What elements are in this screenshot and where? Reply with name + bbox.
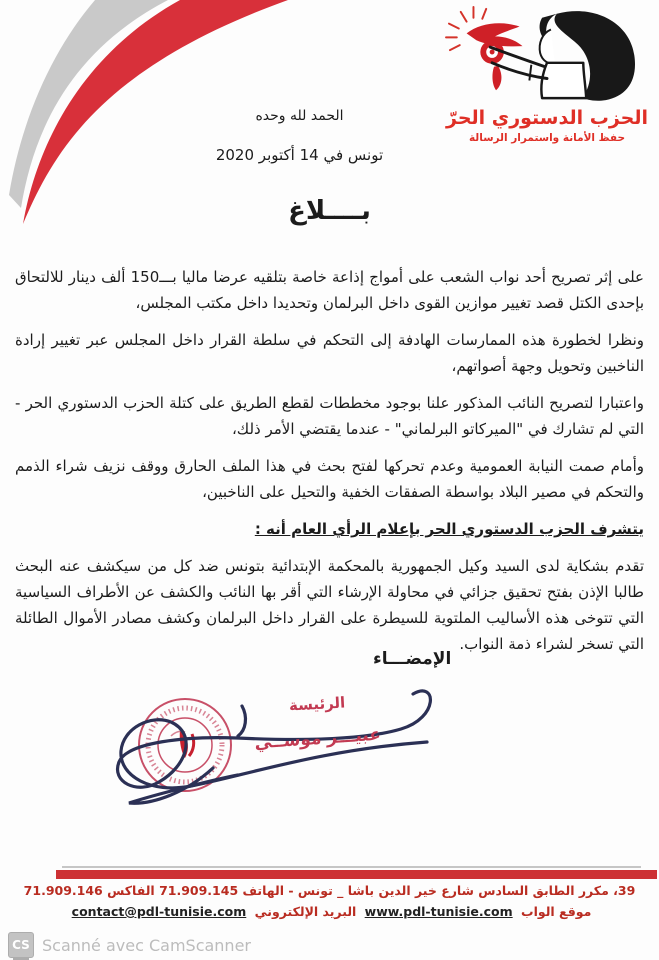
- website-url: www.pdl-tunisie.com: [364, 904, 513, 919]
- footer-address: 39، مكرر الطابق السادس شارع خير الدين باشا _ تونس - الهاتف 71.909.145 الفاكس 71.909.146: [23, 883, 636, 898]
- footer-divider-gray: [62, 866, 641, 868]
- footer-divider-red: [56, 870, 657, 879]
- camscanner-label: Scanné avec CamScanner: [42, 935, 251, 955]
- basmala-line: الحمد لله وحده: [255, 108, 344, 124]
- announcement-paragraph: تقدم بشكاية لدى السيد وكيل الجمهورية بالمحكمة الإبتدائية بتونس ضد كل من سيكشف عنه البحث طالبا الإذن بفتح تحقيق جزائي في محاولة الإرشاء التي أقر بها النائب والكشف عن الأطراف السياسية التي تتوخى هذه الأساليب الملتوية للسيطرة على القرار داخل البرلمان وكشف مصادر الأموال الطائلة التي تسخر لشراء ذمة النواب.: [15, 557, 644, 653]
- paragraph-1: على إثر تصريح أحد نواب الشعب على أمواج إذاعة خاصة بتلقيه عرضا ماليا بـــ150 ألف دينار للالتحاق بإحدى الكتل قصد تغيير موازين القوى داخل البرلمان وتحديدا داخل مكتب المجلس،: [15, 268, 644, 312]
- party-name: الحزب الدستوري الحرّ: [446, 107, 648, 129]
- communique-body: [15, 264, 644, 668]
- paragraph-2: ونظرا لخطورة هذه الممارسات الهادفة إلى التحكم في سلطة القرار داخل المجلس عبر تغيير إرادة الناخبين وتحويل وجهة أصواتهم،: [15, 331, 644, 375]
- stamp-title-text: الرئيسة: [288, 693, 346, 715]
- footer-contacts: [0, 904, 659, 919]
- signature-label: الإمضـــاء: [373, 649, 452, 669]
- signature-and-stamp-graphic: [95, 672, 455, 837]
- camscanner-watermark: [8, 932, 251, 958]
- party-tagline: حفظ الأمانة واستمرار الرسالة: [468, 131, 626, 144]
- paragraph-3: واعتبارا لتصريح النائب المذكور علنا بوجود مخططات لقطع الطريق على كتلة الحزب الدستوري الحر - التي لم تشارك في "الميركاتو البرلماني" - عندما يقتضي الأمر ذلك،: [15, 394, 644, 438]
- announcement-heading: يتشرف الحزب الدستوري الحر بإعلام الرأي العام أنه :: [254, 520, 644, 538]
- camscanner-icon: CS: [8, 932, 34, 958]
- document-title: بــــلاغ: [288, 196, 371, 226]
- party-logo-illustration: [439, 4, 655, 104]
- paragraph-4: وأمام صمت النيابة العمومية وعدم تحركها لفتح بحث في هذا الملف الحارق ووقف نزيف شراء الذمم والتحكم في مصير البلاد بواسطة الصفقات الخفية والتحيل على الناخبين،: [15, 457, 644, 501]
- date-line: تونس في 14 أكتوبر 2020: [215, 146, 384, 164]
- email-address: contact@pdl-tunisie.com: [71, 904, 247, 919]
- website-label: موقع الواب: [521, 904, 592, 919]
- stamp-name-text: عبيـــر موســي: [254, 724, 382, 754]
- email-label: البريد الإلكتروني: [254, 904, 357, 919]
